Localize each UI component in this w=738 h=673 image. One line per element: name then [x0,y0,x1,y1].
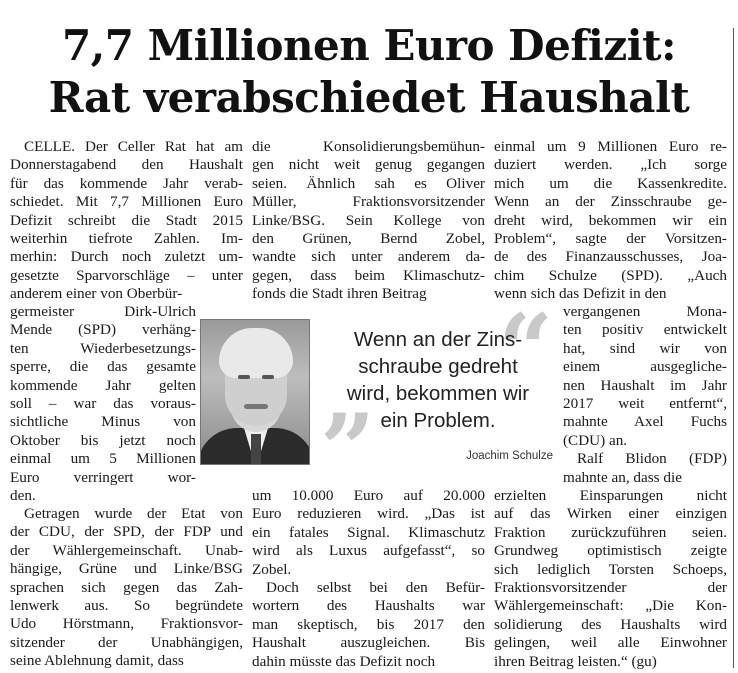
article-line: soll – war das voraus- [10,395,196,413]
article-line: Euro verringert wor- [10,468,196,486]
article-line: Mende (SPD) verhäng- [10,321,196,339]
column-3-side [563,303,727,487]
article-line: nen Haushalt im Jahr [563,376,727,394]
article-line: auf das Wirken einer einzigen [494,505,727,523]
article-line: dreht wird, bekommen wir ein [494,211,727,229]
article-line: chim Schulze (SPD). „Auch [494,266,727,284]
article-line: sperre, die das gesamte [10,358,196,376]
article-line: mahnte Axel Fuchs [563,413,727,431]
article-line: Fraktionsvorsitzender der [494,579,727,597]
article-line: wandte sich unter anderem da- [252,248,485,266]
article-line: vergangenen Mona- [563,303,727,320]
article-line: gegen, dass beim Klimaschutz- [252,266,485,284]
article-line: Zobel. [252,560,292,578]
article-line: erzielten Einsparungen nicht [494,487,727,504]
article-line: kommende Jahr gelten [10,376,196,394]
column-2-bottom [252,487,485,671]
article-line: weiterhin tiefrote Zahlen. Im- [10,230,243,248]
article-line: Defizit schreibt die Stadt 2015 [10,211,243,229]
article-line: gen nicht weit genug gegangen [252,156,485,174]
column-3-top [494,138,727,304]
pull-quote-line-1: Wenn an der Zins- [353,328,523,351]
article-line: wenn sich das Defizit in den [494,285,667,303]
column-2-top [252,138,485,304]
article-line: Getragen wurde der Etat von [24,505,243,522]
column-3-bottom [494,487,727,671]
article-line: der CDU, der SPD, der FDP und [10,523,243,541]
article-line: gesetzte Sparvorschläge – unter [10,266,243,284]
article-line: sich lediglich Torsten Schoeps, [494,560,727,578]
article-line: einem ausgegliche- [563,358,727,376]
article-line: (CDU) an. [563,431,628,449]
article-line: gelingen, weil alle Einwohner [494,634,727,652]
article-line: solidierung des Haushalts wird [494,615,727,633]
article-line: germeister Dirk-Ulrich [10,303,196,320]
article-line: Wenn an der Zinsschraube ge- [494,193,727,211]
column-1-bottom [10,505,243,671]
article-line: einmal um 9 Millionen Euro re- [494,138,727,155]
column-rule [733,28,734,668]
article-line: man skeptisch, bis 2017 den [252,615,485,633]
column-1-top [10,138,243,304]
article-line: seien. Ähnlich sah es Oliver [252,174,485,192]
article-line: hat, sind wir von [563,339,727,357]
article-line: CELLE. Der Celler Rat hat am [24,138,243,155]
article-line: mahnte an, dass die [563,468,682,486]
article-line: die Konsolidierungsbemühun- [252,138,485,155]
column-1-side [10,303,196,505]
article-line: sprachen sich gegen das Zah- [10,578,243,596]
article-line: hängige, Grüne und Linke/BSG [10,560,243,578]
article-line: de des Finanzausschusses, Joa- [494,248,727,266]
article-line: Problem“, sagte der Vorsitzen- [494,230,727,248]
headline [0,20,738,124]
article-line: sichtliche Minus von [10,413,196,431]
article-line: für das kommende Jahr verab- [10,174,243,192]
article-line: Fraktion zurückzuführen seien. [494,523,727,541]
article-line: ten positiv entwickelt [563,321,727,339]
article-line: Müller, Fraktionsvorsitzender [252,193,485,211]
quote-open-mark-icon: “ [498,293,554,406]
article-line: duziert werden. „Ich sorge [494,156,727,174]
article-line: ein fatales Signal. Klimaschutz [252,523,485,541]
article-line: Grundweg optimistisch zeigte [494,542,727,560]
article-line: merhin: Durch noch zuletzt um- [10,248,243,266]
article-line: der Wählergemeinschaft. Unab- [10,541,243,559]
article-line: schiedet. Mit 7,7 Millionen Euro [10,193,243,211]
pull-quote-line-4: ein Problem. [380,409,496,432]
article-line: Wählergemeinschaft: „Die Kon- [494,597,727,615]
pull-quote [318,326,558,434]
portrait-photo [200,319,310,465]
article-line: den. [10,487,36,505]
pull-quote-line-3: wird, bekommen wir [346,382,530,405]
article-line: um 10.000 Euro auf 20.000 [252,487,485,504]
article-line: ten Wiederbesetzungs- [10,339,196,357]
article-line: den Grünen, Bernd Zobel, [252,230,485,248]
article-line: dahin müsste das Defizit noch [252,652,436,670]
article-line: anderem einer von Oberbür- [10,285,183,303]
pull-quote-line-2: schraube gedreht [358,355,518,378]
article-line: Euro reduzieren wird. „Das ist [252,505,485,523]
article-line: seine Ablehnung damit, dass [10,652,184,670]
quote-author: Joachim Schulze [466,450,553,462]
article-line: Haushalt auszugleichen. Bis [252,634,485,652]
article-line: Donnerstagabend den Haushalt [10,156,243,174]
article-line: 2017 weit entfernt“, [563,395,727,413]
article-line: Ralf Blidon (FDP) [577,450,727,468]
article-line: wortern des Haushalts war [252,597,485,615]
headline-line-2: Rat verabschiedet Haushalt [48,73,690,122]
article-line: wird als Luxus aufgefasst“, so [252,542,485,560]
article-line: Linke/BSG. Sein Kollege von [252,211,485,229]
article-line: Udo Hörstmann, Fraktionsvor- [10,615,243,633]
article-line: fonds die Stadt ihren Beitrag [252,285,427,303]
article-line: Oktober bis jetzt noch [10,431,196,449]
article-line: einmal um 5 Millionen [10,450,196,468]
article-line: sitzender der Unabhängigen, [10,633,243,651]
article-line: lenwerk aus. So begründete [10,597,243,615]
article-line: ihren Beitrag leisten.“ (gu) [494,652,657,670]
headline-line-1: 7,7 Millionen Euro Defizit: [61,21,677,70]
article-line: mich um die Kassenkredite. [494,174,727,192]
quote-close-mark-icon: ” [320,393,376,506]
article-line: Doch selbst bei den Befür- [266,579,485,597]
